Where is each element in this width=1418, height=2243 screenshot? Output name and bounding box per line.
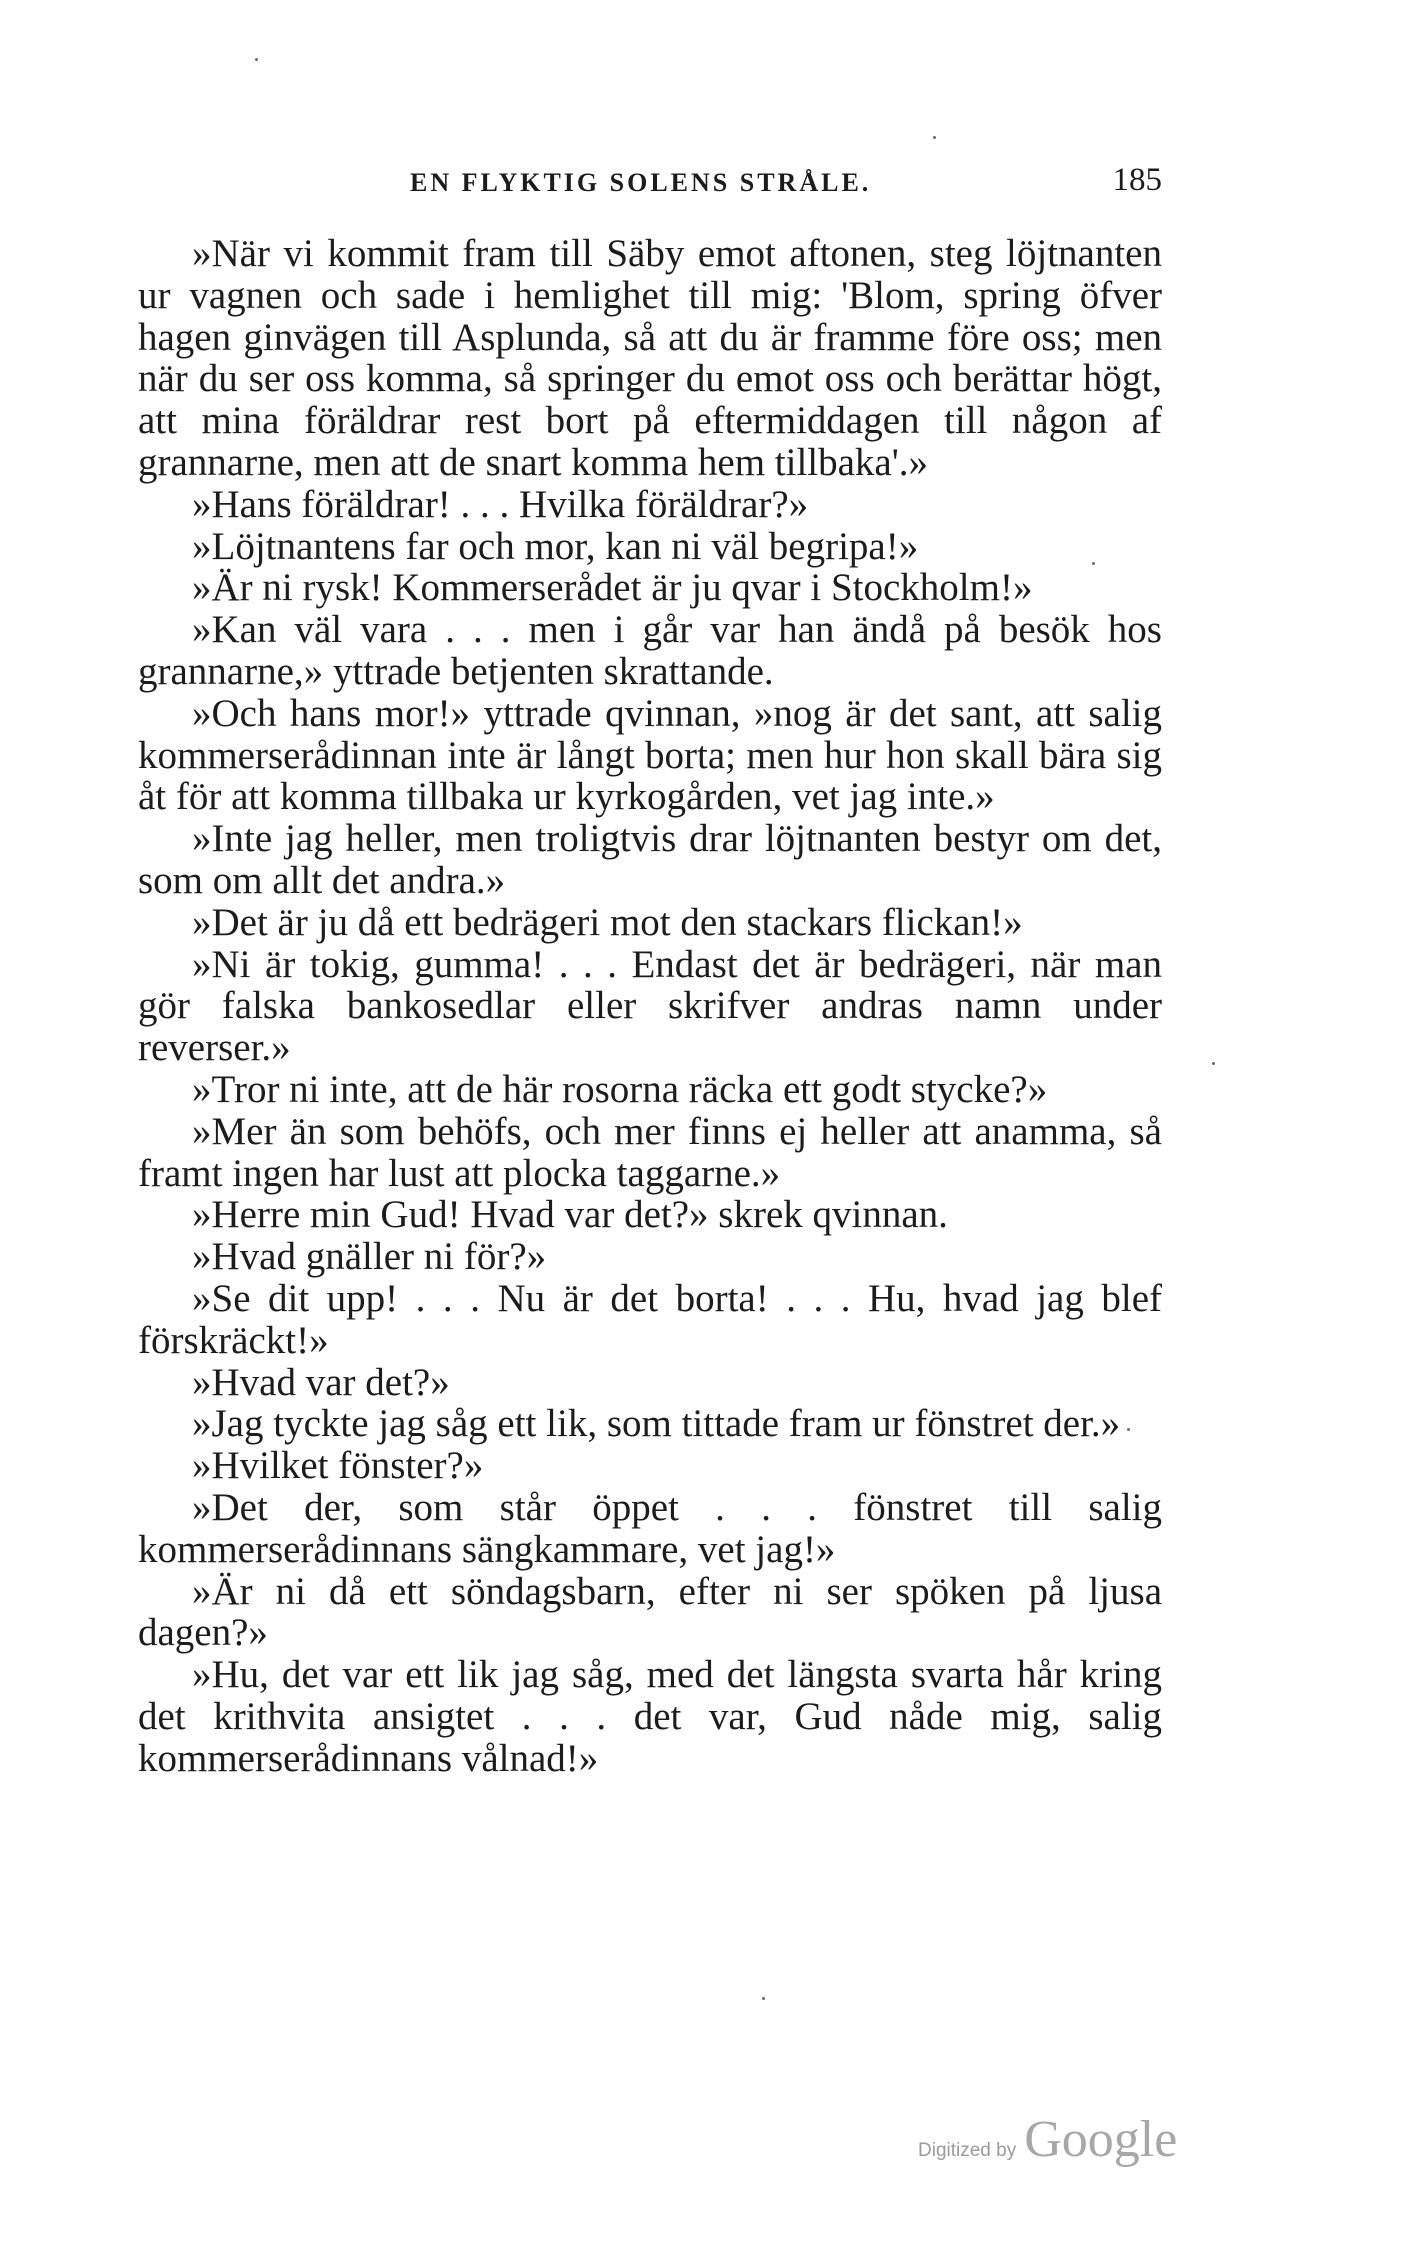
paragraph: »Mer än som behöfs, och mer finns ej heller att anamma, så framt ingen har lust att plocka taggarne.» xyxy=(138,1109,1162,1195)
paragraph: »När vi kommit fram till Säby emot aftonen, steg löjtnanten ur vagnen och sade i hemlighet till mig: 'Blom, spring öfver hagen ginvägen till Asplunda, så att du är framme före oss; men när du ser oss komma, så springer du emot oss och berättar högt, att mina föräldrar rest bort på eftermiddagen till någon af grannarne, men att de snart komma hem tillbaka'.» xyxy=(138,232,1162,484)
paragraph: »Jag tyckte jag såg ett lik, som tittade fram ur fönstret der.» xyxy=(192,1402,1121,1446)
paragraph: »Det der, som står öppet . . . fönstret till salig kommerserådinnans sängkammare, vet jag!» xyxy=(138,1485,1162,1571)
digitized-watermark xyxy=(918,2110,1177,2169)
body-text xyxy=(138,233,1162,1779)
paragraph: »Herre min Gud! Hvad var det?» skrek qvinnan. xyxy=(192,1193,948,1237)
ink-speck xyxy=(1127,1428,1130,1431)
paragraph: »Se dit upp! . . . Nu är det borta! . . . Hu, hvad jag blef förskräckt!» xyxy=(138,1276,1162,1362)
paragraph: »Tror ni inte, att de här rosorna räcka ett godt stycke?» xyxy=(192,1067,1048,1111)
page-number: 185 xyxy=(1112,162,1162,198)
ink-speck xyxy=(255,58,258,61)
ink-speck xyxy=(1212,1062,1215,1065)
paragraph: »Ni är tokig, gumma! . . . Endast det är bedrägeri, när man gör falska bankosedlar eller skrifver andras namn under reverser.» xyxy=(138,942,1162,1070)
paragraph: »Hu, det var ett lik jag såg, med det längsta svarta hår kring det krithvita ansigtet . . . det var, Gud nåde mig, salig kommerserådinnans vålnad!» xyxy=(138,1653,1162,1780)
paragraph: »Kan väl vara . . . men i går var han ändå på besök hos grannarne,» yttrade betjenten skrattande. xyxy=(138,608,1162,693)
paragraph: »Löjtnantens far och mor, kan ni väl begripa!» xyxy=(192,524,919,568)
ink-speck xyxy=(933,136,936,139)
ink-speck xyxy=(1092,562,1095,565)
running-title: EN FLYKTIG SOLENS STRÅLE. xyxy=(410,168,872,197)
paragraph: »Hvilket fönster?» xyxy=(192,1444,484,1488)
watermark-prefix: Digitized by xyxy=(918,2140,1017,2161)
paragraph: »Är ni rysk! Kommerserådet är ju qvar i Stockholm!» xyxy=(192,566,1033,610)
google-logo: Google xyxy=(1024,2111,1178,2168)
paragraph: »Det är ju då ett bedrägeri mot den stackars flickan!» xyxy=(192,900,1023,944)
paragraph: »Hvad gnäller ni för?» xyxy=(192,1235,547,1279)
paragraph: »Är ni då ett söndagsbarn, efter ni ser spöken på ljusa dagen?» xyxy=(138,1569,1162,1655)
page-header xyxy=(138,162,1162,202)
paragraph: »Och hans mor!» yttrade qvinnan, »nog är det sant, att salig kommerserådinnan inte är långt borta; men hur hon skall bära sig åt för att komma tillbaka ur kyrkogården, vet jag inte.» xyxy=(138,691,1162,819)
paragraph: »Hvad var det?» xyxy=(192,1360,450,1404)
paragraph: »Inte jag heller, men troligtvis drar löjtnanten bestyr om det, som om allt det andra.» xyxy=(138,817,1162,902)
ink-speck xyxy=(762,1997,765,2000)
paragraph: »Hans föräldrar! . . . Hvilka föräldrar?» xyxy=(192,482,809,526)
